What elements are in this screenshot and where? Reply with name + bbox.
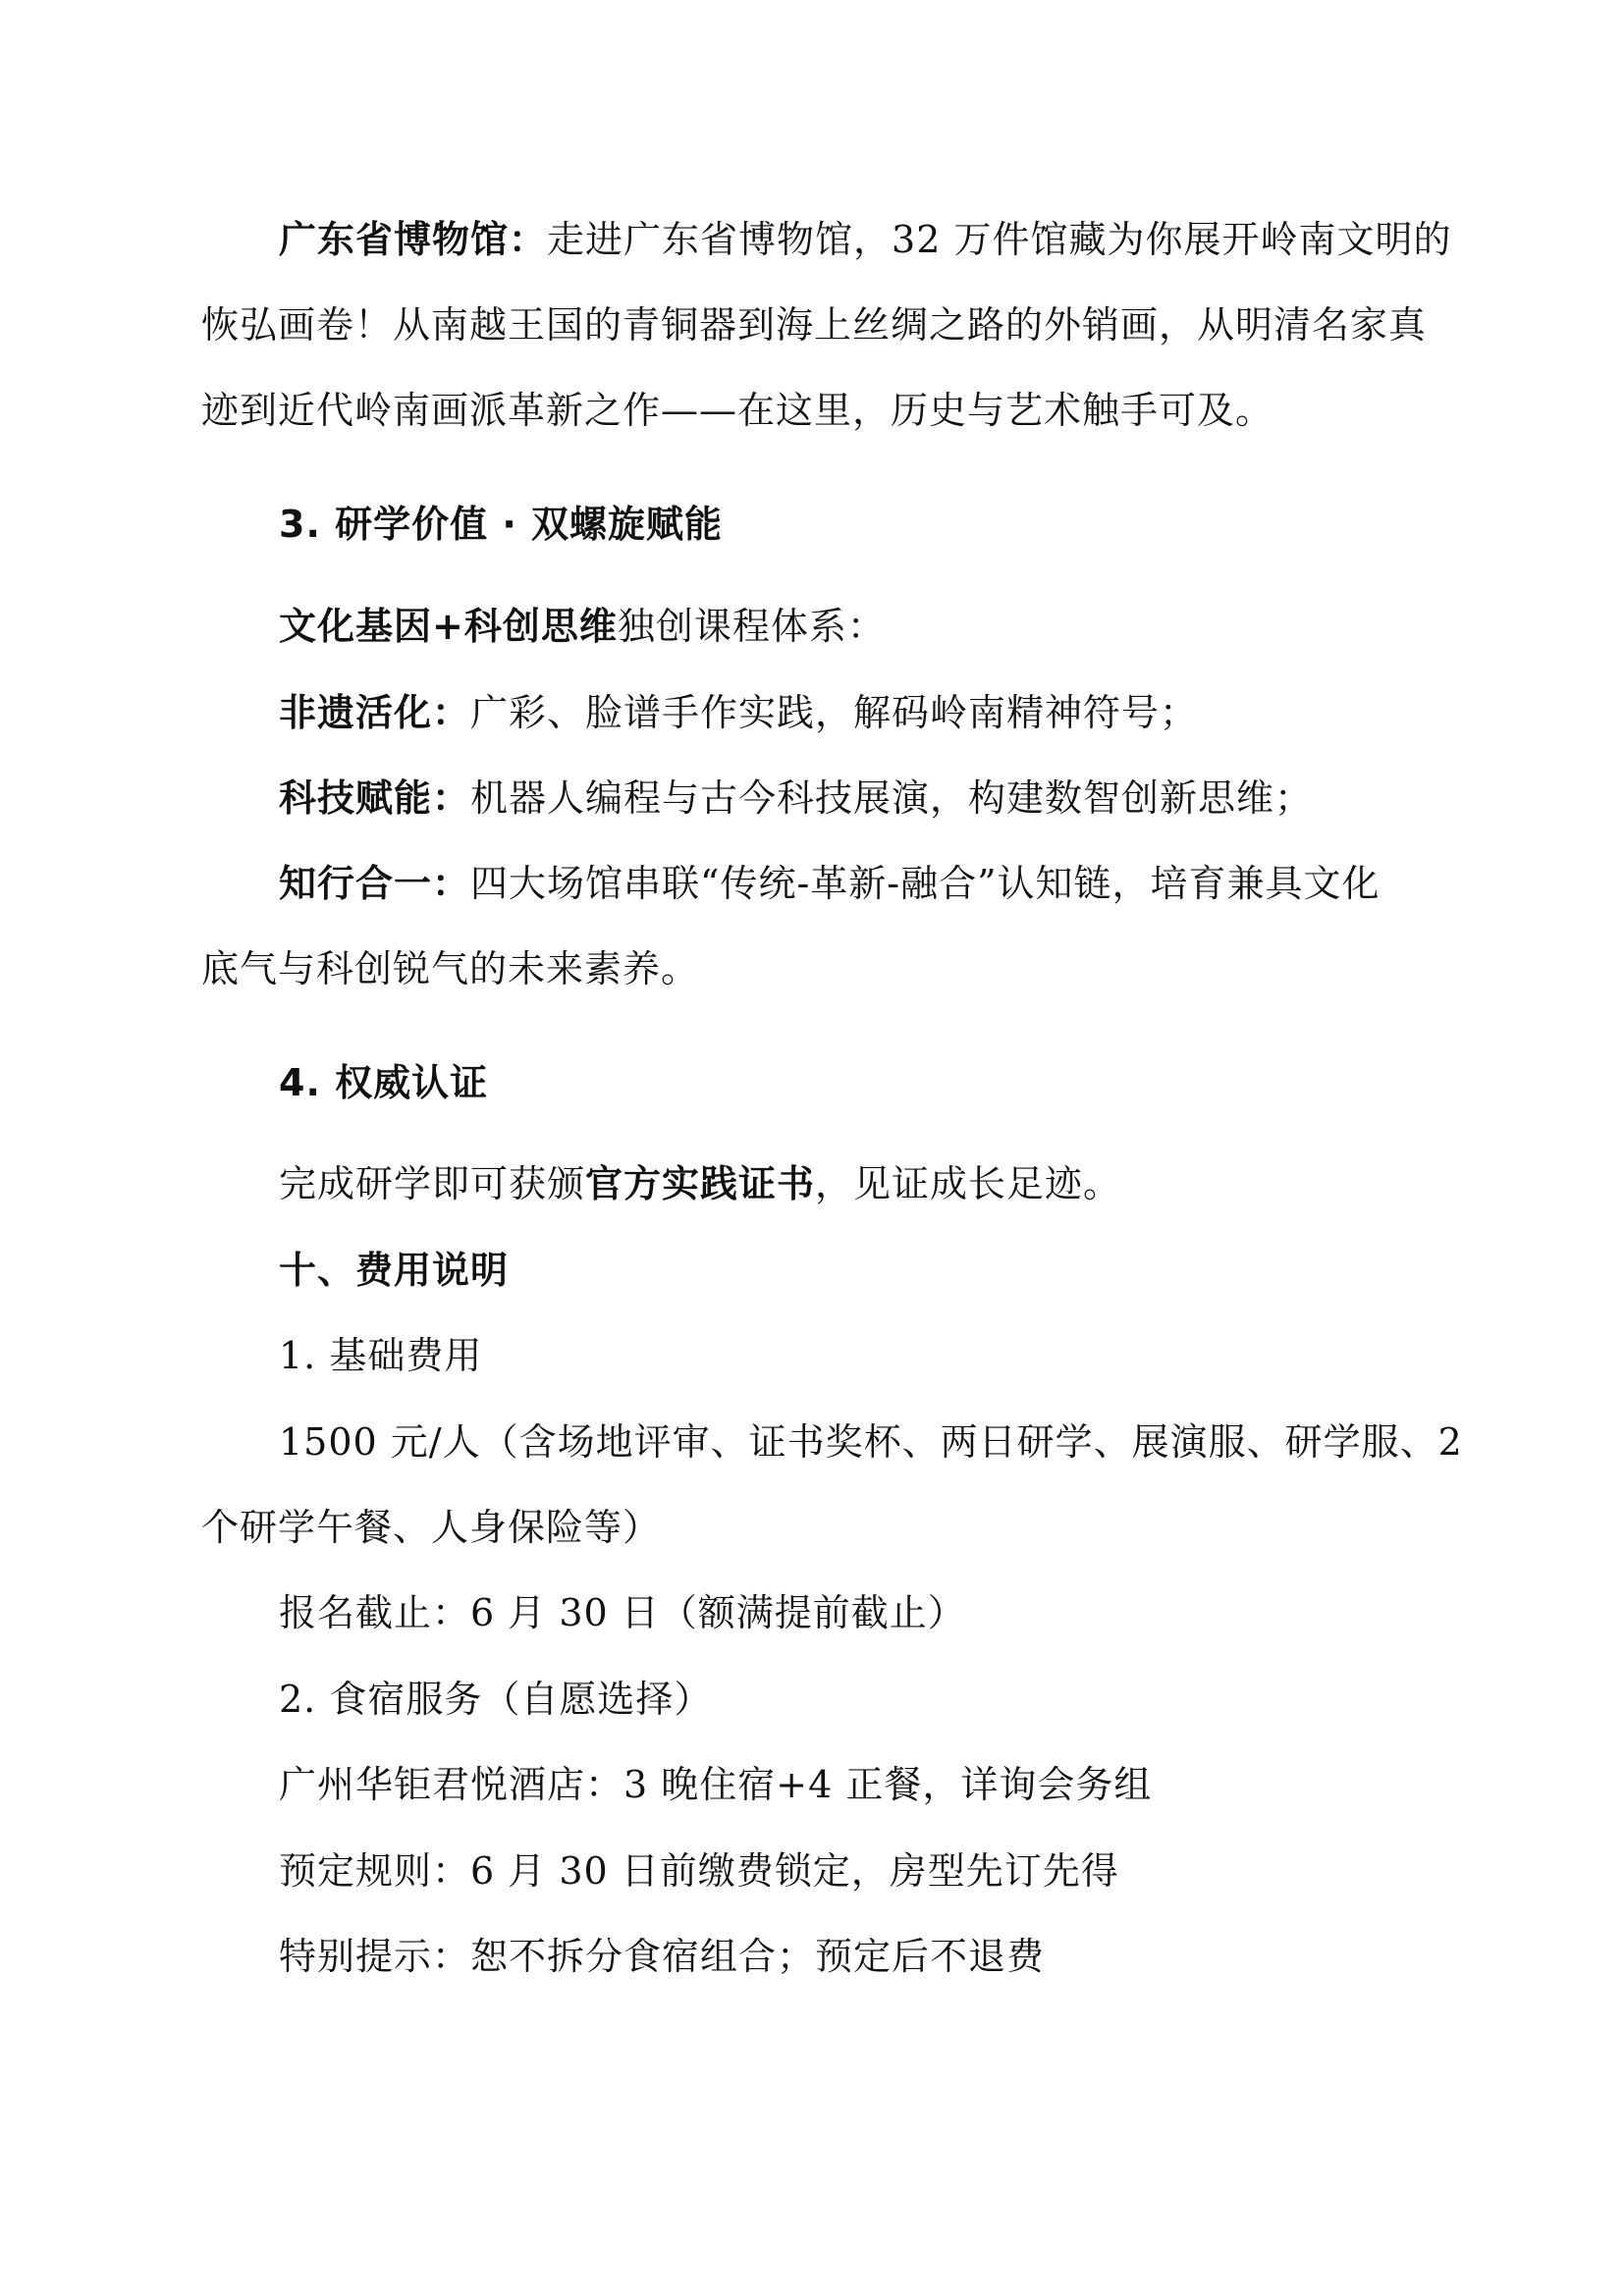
museum-text-1: 走进广东省博物馆，32 万件馆藏为你展开岭南文明的 <box>547 218 1452 261</box>
hotel-info: 广州华钜君悦酒店：3 晚住宿+4 正餐，详询会务组 <box>279 1763 1153 1806</box>
museum-paragraph-line-3: 迹到近代岭南画派革新之作——在这里，历史与艺术触手可及。 <box>201 389 1274 432</box>
item-1-text: 广彩、脸谱手作实践，解码岭南精神符号； <box>470 691 1199 734</box>
section-3-intro <box>279 601 1447 652</box>
section-3-item-2 <box>279 773 1447 824</box>
fee-line-1: 1500 元/人（含场地评审、证书奖杯、两日研学、展演服、研学服、2 <box>279 1420 1463 1464</box>
item-3-text-1: 四大场馆串联“传统-革新-融合”认知链，培育兼具文化 <box>470 862 1380 905</box>
museum-paragraph-line-2: 恢弘画卷！从南越王国的青铜器到海上丝绸之路的外销画，从明清名家真 <box>201 303 1428 347</box>
section-4-text-before: 完成研学即可获颁 <box>279 1162 586 1205</box>
item-3-label: 知行合一： <box>279 862 471 905</box>
section-3-item-3 <box>279 858 1447 909</box>
section-3-heading: 3. 研学价值 · 双螺旋赋能 <box>279 503 724 546</box>
section-10-sub-1: 1. 基础费用 <box>279 1334 483 1377</box>
item-2-text: 机器人编程与古今科技展演，构建数智创新思维； <box>470 776 1314 820</box>
section-3-item-1 <box>279 687 1447 738</box>
section-10-heading: 十、费用说明 <box>279 1249 510 1292</box>
museum-paragraph-line-1 <box>279 214 1452 265</box>
item-1-label: 非遗活化： <box>279 691 471 734</box>
section-3-item-3-cont: 底气与科创锐气的未来素养。 <box>201 947 700 990</box>
section-3-intro-bold: 文化基因+科创思维 <box>279 605 618 648</box>
museum-title: 广东省博物馆： <box>279 218 548 261</box>
section-10-sub-2: 2. 食宿服务（自愿选择） <box>279 1678 713 1721</box>
section-4-certificate: 官方实践证书 <box>585 1162 816 1205</box>
section-4-text <box>279 1158 1447 1209</box>
booking-rule: 预定规则：6 月 30 日前缴费锁定，房型先订先得 <box>279 1849 1119 1893</box>
registration-deadline: 报名截止：6 月 30 日（额满提前截止） <box>279 1591 966 1634</box>
fee-line-2: 个研学午餐、人身保险等） <box>201 1506 662 1549</box>
section-4-text-after: ，见证成长足迹。 <box>815 1162 1122 1205</box>
special-note: 特别提示：恕不拆分食宿组合；预定后不退费 <box>279 1935 1046 1978</box>
section-4-heading: 4. 权威认证 <box>279 1061 489 1104</box>
section-3-intro-rest: 独创课程体系： <box>617 605 886 648</box>
item-2-label: 科技赋能： <box>279 776 471 820</box>
